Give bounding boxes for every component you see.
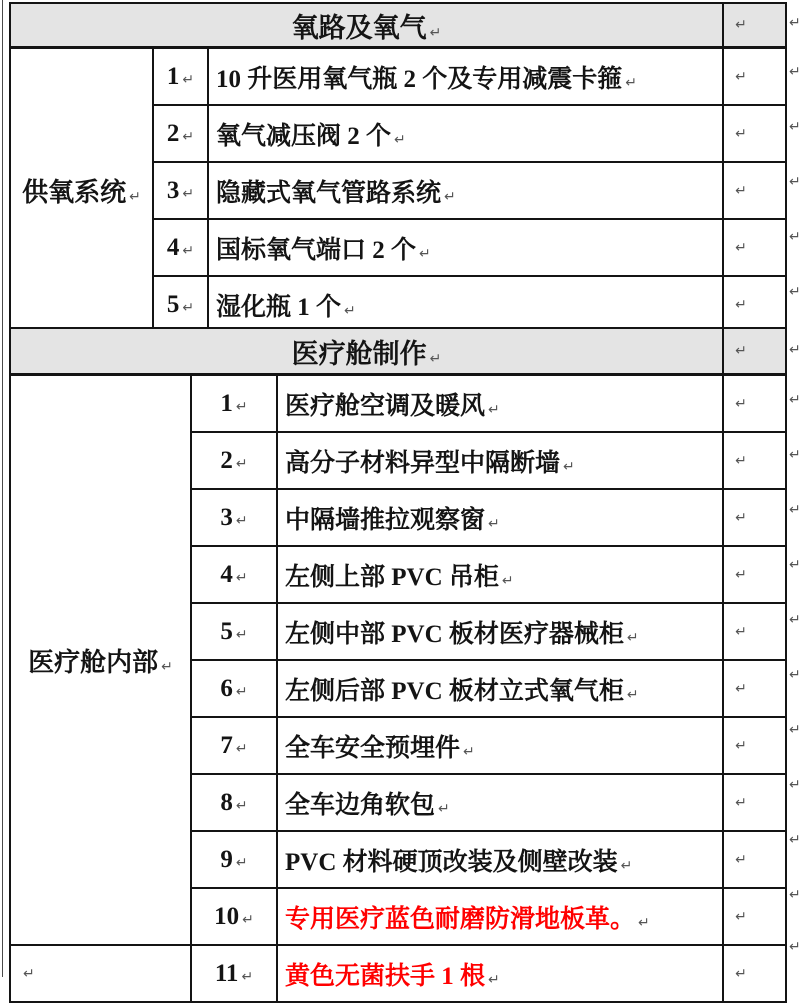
section1-header-cell: [10, 3, 723, 48]
outer-table-left-border: [2, 0, 3, 977]
paragraph-mark-icon: ↵: [735, 68, 747, 85]
paragraph-mark-icon: ↵: [789, 887, 801, 903]
paragraph-mark-icon: ↵: [735, 452, 747, 469]
section2-label: 医疗舱内部: [28, 647, 159, 677]
row-description: 全车边角软包 ↵: [277, 774, 723, 831]
row-description: 隐藏式氧气管路系统 ↵: [208, 162, 723, 219]
paragraph-mark-icon: ↵: [488, 515, 500, 532]
row-number: 3 ↵: [153, 162, 208, 219]
row-description: 中隔墙推拉观察窗 ↵: [277, 489, 723, 546]
paragraph-mark-icon: ↵: [182, 128, 195, 145]
row-number: 6 ↵: [191, 660, 277, 717]
paragraph-mark-icon: ↵: [789, 777, 801, 793]
paragraph-mark-icon: ↵: [735, 509, 747, 526]
paragraph-mark-icon: ↵: [735, 182, 747, 199]
row-number: 1 ↵: [191, 375, 277, 433]
paragraph-mark-icon: ↵: [182, 71, 195, 88]
empty-cell: [723, 888, 786, 945]
paragraph-mark-icon: ↵: [735, 794, 747, 811]
paragraph-mark-icon: ↵: [735, 680, 747, 697]
row-number: 1 ↵: [153, 48, 208, 106]
paragraph-mark-icon: ↵: [735, 566, 747, 583]
paragraph-mark-icon: ↵: [501, 572, 514, 589]
paragraph-mark-icon: ↵: [789, 229, 801, 245]
section-header-row: [10, 328, 786, 375]
empty-cell: [723, 219, 786, 276]
section1-title: 氧路及氧气: [291, 12, 427, 43]
row-number: 2 ↵: [153, 105, 208, 162]
table-row: [10, 48, 786, 106]
paragraph-mark-icon: ↵: [235, 683, 248, 700]
paragraph-mark-icon: ↵: [735, 851, 747, 868]
paragraph-mark-icon: ↵: [563, 458, 575, 475]
paragraph-mark-icon: ↵: [344, 302, 356, 319]
paragraph-mark-icon: ↵: [429, 24, 442, 41]
paragraph-mark-icon: ↵: [235, 797, 248, 814]
paragraph-mark-icon: ↵: [438, 800, 450, 817]
paragraph-mark-icon: ↵: [235, 740, 248, 757]
empty-cell: [723, 105, 786, 162]
paragraph-mark-icon: ↵: [241, 968, 254, 985]
row-description: 国标氧气端口 2 个 ↵: [208, 219, 723, 276]
empty-cell: [723, 3, 786, 48]
paragraph-mark-icon: ↵: [129, 189, 141, 205]
paragraph-mark-icon: ↵: [789, 392, 801, 408]
paragraph-mark-icon: ↵: [789, 342, 801, 358]
section1-label: 供氧系统: [22, 178, 127, 207]
empty-cell: [723, 48, 786, 106]
row-number: 11 ↵: [191, 945, 277, 1002]
spec-table-oxygen: [9, 2, 787, 334]
paragraph-mark-icon: ↵: [735, 125, 747, 142]
paragraph-mark-icon: ↵: [735, 296, 747, 313]
paragraph-mark-icon: ↵: [235, 569, 248, 586]
empty-cell: [723, 276, 786, 333]
empty-cell: [723, 660, 786, 717]
empty-cell: [723, 375, 786, 433]
paragraph-mark-icon: ↵: [789, 174, 801, 190]
paragraph-mark-icon: ↵: [429, 350, 442, 367]
paragraph-mark-icon: ↵: [235, 398, 248, 415]
paragraph-mark-icon: ↵: [235, 626, 248, 643]
paragraph-mark-icon: ↵: [444, 188, 456, 205]
row-description: 左侧后部 PVC 板材立式氧气柜 ↵: [277, 660, 723, 717]
section2-title: 医疗舱制作: [291, 338, 427, 369]
paragraph-mark-icon: ↵: [488, 971, 500, 988]
paragraph-mark-icon: ↵: [182, 299, 195, 316]
empty-cell: [723, 432, 786, 489]
paragraph-mark-icon: ↵: [638, 914, 650, 931]
paragraph-mark-icon: ↵: [789, 832, 801, 848]
empty-label-cell: [10, 945, 191, 1002]
paragraph-mark-icon: ↵: [789, 64, 801, 80]
paragraph-mark-icon: ↵: [235, 512, 248, 529]
row-number: 2 ↵: [191, 432, 277, 489]
paragraph-mark-icon: ↵: [789, 557, 801, 573]
spec-table-cabin: [9, 327, 787, 1003]
row-number: 9 ↵: [191, 831, 277, 888]
empty-cell: [723, 162, 786, 219]
row-number: 8 ↵: [191, 774, 277, 831]
row-number: 10 ↵: [191, 888, 277, 945]
empty-cell: [723, 945, 786, 1002]
row-description: 左侧上部 PVC 吊柜 ↵: [277, 546, 723, 603]
paragraph-mark-icon: ↵: [182, 242, 195, 259]
paragraph-mark-icon: ↵: [735, 908, 747, 925]
row-number: 4 ↵: [153, 219, 208, 276]
paragraph-mark-icon: ↵: [735, 965, 747, 982]
paragraph-mark-icon: ↵: [419, 245, 431, 262]
row-description: 专用医疗蓝色耐磨防滑地板革。 ↵: [277, 888, 723, 945]
paragraph-mark-icon: ↵: [620, 857, 633, 874]
row-description: 全车安全预埋件 ↵: [277, 717, 723, 774]
table-row: [10, 375, 786, 433]
paragraph-mark-icon: ↵: [789, 119, 801, 135]
paragraph-mark-icon: ↵: [182, 185, 195, 202]
row-description: 黄色无菌扶手 1 根 ↵: [277, 945, 723, 1002]
empty-cell: [723, 603, 786, 660]
paragraph-mark-icon: ↵: [625, 74, 637, 91]
empty-cell: [723, 774, 786, 831]
paragraph-mark-icon: ↵: [789, 667, 801, 683]
paragraph-mark-icon: ↵: [735, 343, 747, 359]
table-row: [10, 945, 786, 1002]
paragraph-mark-icon: ↵: [235, 854, 248, 871]
paragraph-mark-icon: ↵: [235, 455, 248, 472]
paragraph-mark-icon: ↵: [463, 743, 475, 760]
row-description: PVC 材料硬顶改装及侧壁改装 ↵: [277, 831, 723, 888]
section2-label-cell: [10, 375, 191, 946]
empty-cell: [723, 328, 786, 375]
paragraph-mark-icon: ↵: [789, 939, 801, 955]
paragraph-mark-icon: ↵: [626, 629, 639, 646]
paragraph-mark-icon: ↵: [626, 686, 639, 703]
paragraph-mark-icon: ↵: [789, 15, 801, 31]
paragraph-mark-icon: ↵: [789, 447, 801, 463]
row-description: 10 升医用氧气瓶 2 个及专用减震卡箍 ↵: [208, 48, 723, 106]
empty-cell: [723, 831, 786, 888]
paragraph-mark-icon: ↵: [394, 131, 406, 148]
section-header-row: [10, 3, 786, 48]
paragraph-mark-icon: ↵: [789, 502, 801, 518]
row-description: 医疗舱空调及暖风 ↵: [277, 375, 723, 433]
section1-label-cell: [10, 48, 153, 334]
section2-header-cell: [10, 328, 723, 375]
row-description: 左侧中部 PVC 板材医疗器械柜 ↵: [277, 603, 723, 660]
paragraph-mark-icon: ↵: [161, 658, 173, 675]
paragraph-mark-icon: ↵: [735, 623, 747, 640]
row-number: 7 ↵: [191, 717, 277, 774]
empty-cell: [723, 717, 786, 774]
row-number: 3 ↵: [191, 489, 277, 546]
empty-cell: [723, 489, 786, 546]
paragraph-mark-icon: ↵: [735, 395, 747, 412]
row-description: 湿化瓶 1 个 ↵: [208, 276, 723, 333]
row-number: 5 ↵: [191, 603, 277, 660]
paragraph-mark-icon: ↵: [735, 17, 747, 33]
row-description: 氧气减压阀 2 个 ↵: [208, 105, 723, 162]
paragraph-mark-icon: ↵: [23, 965, 35, 982]
paragraph-mark-icon: ↵: [488, 401, 500, 418]
row-number: 5 ↵: [153, 276, 208, 333]
paragraph-mark-icon: ↵: [242, 911, 254, 928]
paragraph-mark-icon: ↵: [789, 284, 801, 300]
paragraph-mark-icon: ↵: [789, 612, 801, 628]
paragraph-mark-icon: ↵: [735, 239, 747, 256]
paragraph-mark-icon: ↵: [789, 722, 801, 738]
row-number: 4 ↵: [191, 546, 277, 603]
row-description: 高分子材料异型中隔断墙 ↵: [277, 432, 723, 489]
empty-cell: [723, 546, 786, 603]
paragraph-mark-icon: ↵: [735, 737, 747, 754]
